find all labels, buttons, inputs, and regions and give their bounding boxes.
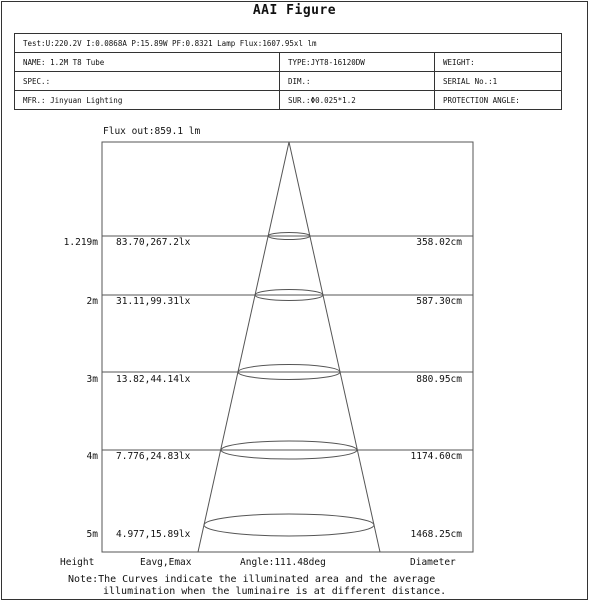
height-label-1: 1.219m: [63, 237, 98, 248]
diameter-2: 587.30cm: [416, 296, 462, 307]
diameter-column-label: Diameter: [410, 557, 456, 568]
diagram-box: [102, 142, 473, 552]
cone-right-edge: [289, 142, 380, 552]
eavg-emax-3: 13.82,44.14lx: [116, 374, 191, 385]
sur-cell: SUR.:Φ0.025*1.2: [280, 91, 435, 110]
protection-angle-cell: PROTECTION ANGLE:: [435, 91, 562, 110]
spec-cell: SPEC.:: [15, 72, 280, 91]
diameter-3: 880.95cm: [416, 374, 462, 385]
flux-out-label: Flux out:859.1 lm: [103, 126, 201, 137]
height-label-4: 4m: [86, 451, 98, 462]
cone-left-edge: [198, 142, 289, 552]
height-label-2: 2m: [86, 296, 98, 307]
diameter-1: 358.02cm: [416, 237, 462, 248]
type-cell: TYPE:JYT8-16120DW: [280, 53, 435, 72]
weight-cell: WEIGHT:: [435, 53, 562, 72]
note-line-1: Note:The Curves indicate the illuminated area and the average: [68, 574, 436, 585]
name-cell: NAME: 1.2M T8 Tube: [15, 53, 280, 72]
serial-cell: SERIAL No.:1: [435, 72, 562, 91]
height-label-3: 3m: [86, 374, 98, 385]
eavg-emax-1: 83.70,267.2lx: [116, 237, 191, 248]
eavg-emax-column-label: Eavg,Emax: [140, 557, 192, 568]
height-label-5: 5m: [86, 529, 98, 540]
diameter-4: 1174.60cm: [410, 451, 462, 462]
mfr-cell: MFR.: Jinyuan Lighting: [15, 91, 280, 110]
beam-ellipse-5: [204, 514, 374, 536]
test-conditions: Test:U:220.2V I:0.0868A P:15.89W PF:0.8321 Lamp Flux:1607.95xl lm: [15, 34, 562, 53]
height-column-label: Height: [60, 557, 95, 568]
dim-cell: DIM.:: [280, 72, 435, 91]
eavg-emax-4: 7.776,24.83lx: [116, 451, 191, 462]
eavg-emax-2: 31.11,99.31lx: [116, 296, 191, 307]
eavg-emax-5: 4.977,15.89lx: [116, 529, 191, 540]
note-text: [68, 574, 446, 598]
note-line-2: illumination when the luminaire is at different distance.: [103, 586, 447, 597]
beam-angle-label: Angle:111.48deg: [240, 557, 326, 568]
diameter-5: 1468.25cm: [410, 529, 462, 540]
figure-title: AAI Figure: [252, 3, 337, 18]
